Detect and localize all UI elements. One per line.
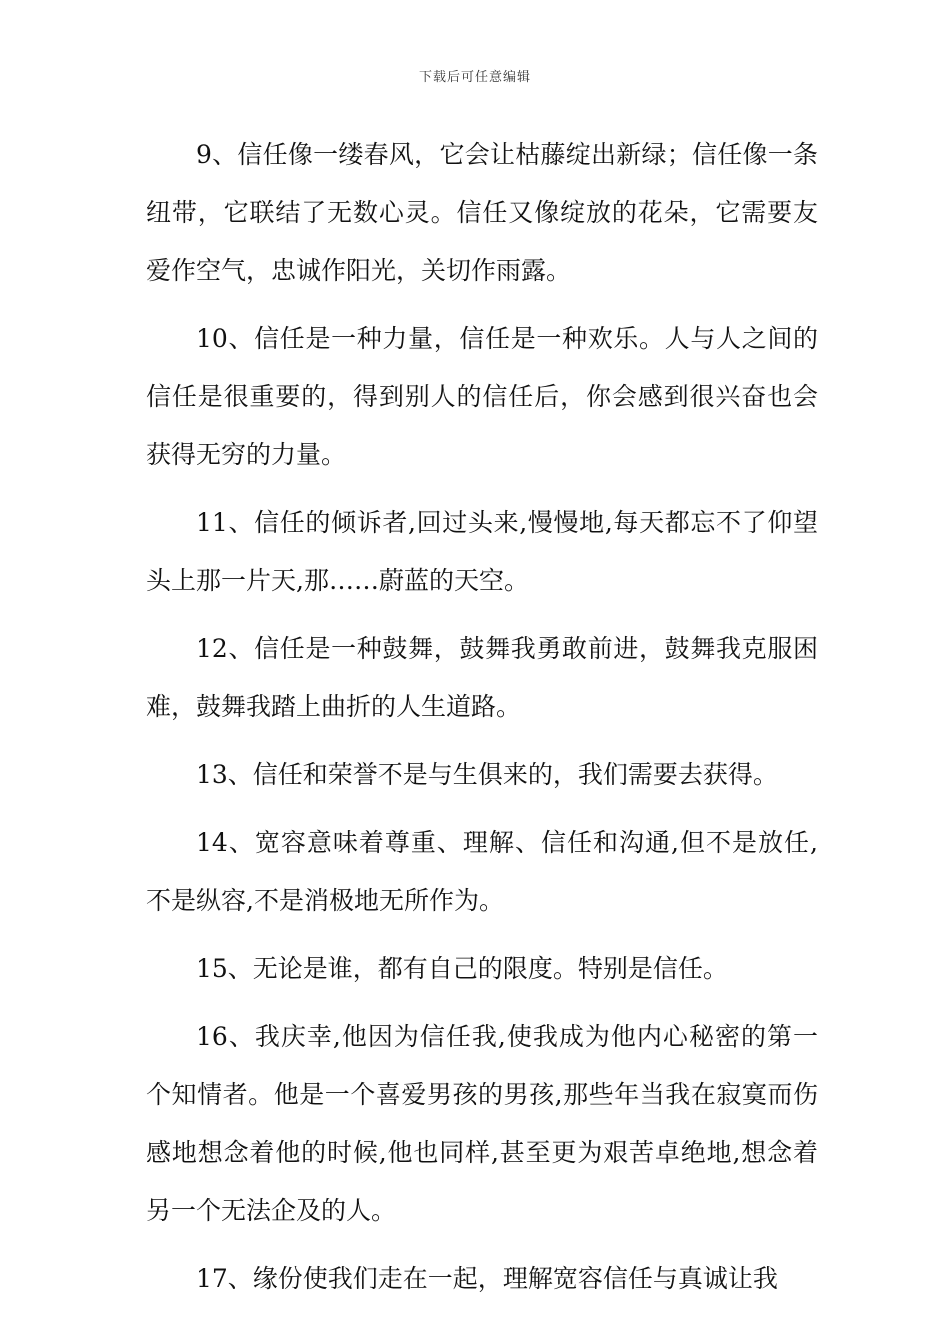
paragraph-13: 13、信任和荣誉不是与生俱来的，我们需要去获得。 [196, 760, 778, 789]
paragraph-10: 10、信任是一种力量，信任是一种欢乐。人与人之间的信任是很重要的，得到别人的信任后，你会感到很兴奋也会获得无穷的力量。 [146, 324, 818, 469]
paragraph-14: 14、宽容意味着尊重、理解、信任和沟通,但不是放任,不是纵容,不是消极地无所作为。 [146, 828, 818, 915]
paragraph-15: 15、无论是谁，都有自己的限度。特别是信任。 [196, 954, 728, 983]
paragraph-9: 9、信任像一缕春风，它会让枯藤绽出新绿；信任像一条纽带，它联结了无数心灵。信任又像绽放的花朵，它需要友爱作空气，忠诚作阳光，关切作雨露。 [146, 140, 818, 285]
page-header-note: 下载后可任意编辑 [418, 70, 531, 85]
document-body [146, 126, 818, 1318]
paragraph-16: 16、我庆幸,他因为信任我,使我成为他内心秘密的第一个知情者。他是一个喜爱男孩的男孩,那些年当我在寂寞而伤感地想念着他的时候,他也同样,甚至更为艰苦卓绝地,想念着另一个无法企及的人。 [146, 1022, 818, 1225]
paragraph-17: 17、缘份使我们走在一起，理解宽容信任与真诚让我 [196, 1264, 778, 1293]
paragraph-12: 12、信任是一种鼓舞，鼓舞我勇敢前进，鼓舞我克服困难，鼓舞我踏上曲折的人生道路。 [146, 634, 818, 721]
paragraph-11: 11、信任的倾诉者,回过头来,慢慢地,每天都忘不了仰望头上那一片天,那……蔚蓝的天空。 [146, 508, 818, 595]
